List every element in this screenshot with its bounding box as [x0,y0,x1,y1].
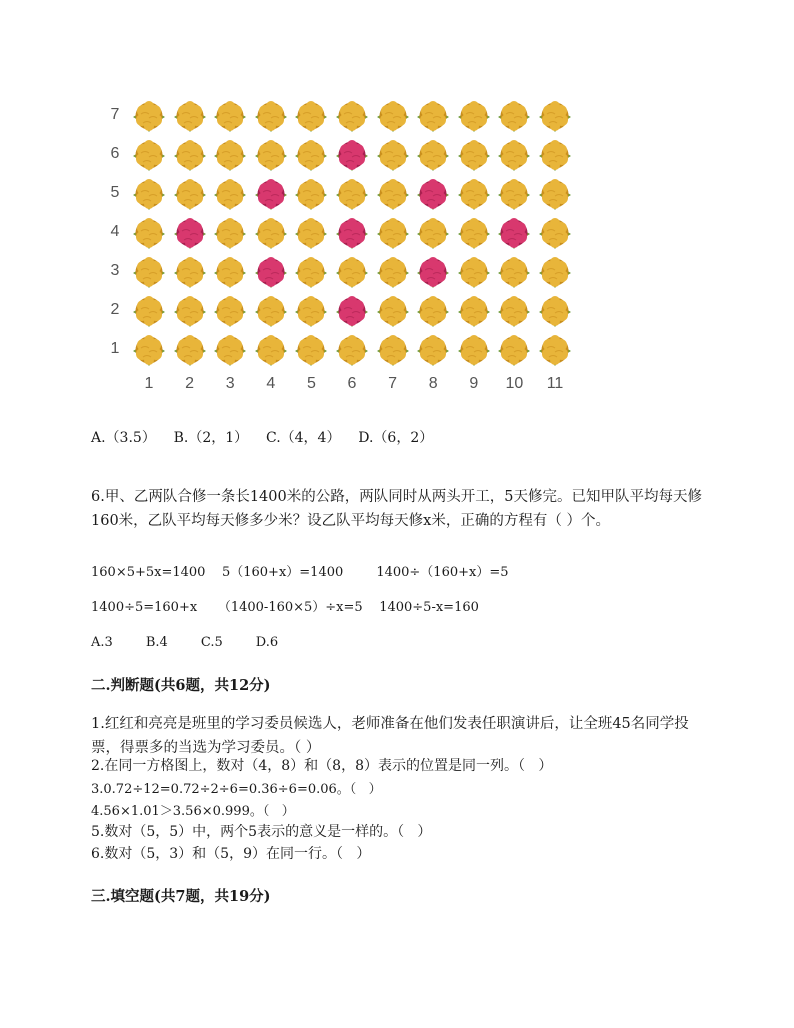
yellow-flower-icon [212,138,248,172]
q6-equations-2: 1400÷5=160+x （1400-160×5）÷x=5 1400÷5-x=160 [91,600,479,615]
yellow-flower-icon [496,177,532,211]
pink-flower-icon [334,216,370,250]
yellow-flower-icon [212,99,248,133]
yellow-flower-icon [334,177,370,211]
yellow-flower-icon [212,177,248,211]
yellow-flower-icon [293,216,329,250]
yellow-flower-icon [456,294,492,328]
yellow-flower-icon [334,333,370,367]
yellow-flower-icon [212,255,248,289]
yellow-flower-icon [334,99,370,133]
yellow-flower-icon [456,255,492,289]
yellow-flower-icon [415,138,451,172]
yellow-flower-icon [172,177,208,211]
column-label-4: 4 [266,375,276,392]
yellow-flower-icon [456,216,492,250]
yellow-flower-icon [131,255,167,289]
yellow-flower-icon [375,294,411,328]
q6-equations-1: 160×5+5x=1400 5（160+x）=1400 1400÷（160+x）=5 [91,565,509,580]
yellow-flower-icon [537,177,573,211]
yellow-flower-icon [172,294,208,328]
pink-flower-icon [172,216,208,250]
column-label-2: 2 [185,375,195,392]
flower-grid-figure [100,92,590,402]
column-label-3: 3 [225,375,235,392]
row-label-1: 1 [110,340,120,357]
yellow-flower-icon [293,255,329,289]
yellow-flower-icon [415,333,451,367]
judge-item-2: 2.在同一方格图上，数对（4，8）和（8，8）表示的位置是同一列。（ ） [91,758,553,774]
yellow-flower-icon [456,177,492,211]
yellow-flower-icon [375,177,411,211]
yellow-flower-icon [293,138,329,172]
row-label-3: 3 [110,262,120,279]
yellow-flower-icon [496,99,532,133]
yellow-flower-icon [375,216,411,250]
judge-item-5: 5.数对（5，5）中，两个5表示的意义是一样的。（ ） [91,824,432,840]
column-label-10: 10 [505,375,524,392]
yellow-flower-icon [293,333,329,367]
column-label-7: 7 [388,375,398,392]
yellow-flower-icon [537,138,573,172]
pink-flower-icon [334,138,370,172]
row-label-7: 7 [110,106,120,123]
yellow-flower-icon [537,99,573,133]
yellow-flower-icon [253,294,289,328]
yellow-flower-icon [415,216,451,250]
yellow-flower-icon [131,99,167,133]
section2-title: 二.判断题(共6题，共12分) [91,677,271,694]
yellow-flower-icon [334,255,370,289]
row-label-2: 2 [110,301,120,318]
column-label-6: 6 [347,375,357,392]
yellow-flower-icon [131,294,167,328]
pink-flower-icon [496,216,532,250]
yellow-flower-icon [293,177,329,211]
yellow-flower-icon [415,99,451,133]
judge-item-1: 1.红红和亮亮是班里的学习委员候选人，老师准备在他们发表任职演讲后，让全班45名同学投票，得票多的当选为学习委员。（ ） [91,716,689,756]
column-label-11: 11 [546,375,564,392]
judge-item-4: 4.56×1.01＞3.56×0.999。（ ） [91,804,295,819]
yellow-flower-icon [131,138,167,172]
yellow-flower-icon [375,99,411,133]
pink-flower-icon [415,177,451,211]
yellow-flower-icon [375,138,411,172]
yellow-flower-icon [212,294,248,328]
yellow-flower-icon [375,255,411,289]
pink-flower-icon [253,177,289,211]
yellow-flower-icon [212,333,248,367]
yellow-flower-icon [172,333,208,367]
yellow-flower-icon [537,255,573,289]
column-label-1: 1 [144,375,154,392]
yellow-flower-icon [456,99,492,133]
yellow-flower-icon [496,333,532,367]
yellow-flower-icon [375,333,411,367]
yellow-flower-icon [496,138,532,172]
row-label-5: 5 [110,184,120,201]
yellow-flower-icon [253,216,289,250]
yellow-flower-icon [496,255,532,289]
pink-flower-icon [334,294,370,328]
q6-text: 6.甲、乙两队合修一条长1400米的公路，两队同时从两头开工，5天修完。已知甲队平均每天修160米，乙队平均每天修多少米？设乙队平均每天修x米，正确的方程有（ ）个。 [91,489,702,529]
judge-item-3: 3.0.72÷12=0.72÷2÷6=0.36÷6=0.06。（ ） [91,782,382,797]
yellow-flower-icon [415,294,451,328]
q6-options: A.3 B.4 C.5 D.6 [91,635,279,650]
pink-flower-icon [253,255,289,289]
q5-options: A.（3.5） B.（2，1） C.（4，4） D.（6，2） [91,430,434,446]
judge-item-6: 6.数对（5，3）和（5，9）在同一行。（ ） [91,846,371,862]
yellow-flower-icon [131,216,167,250]
yellow-flower-icon [172,138,208,172]
column-label-5: 5 [306,375,316,392]
pink-flower-icon [415,255,451,289]
column-label-8: 8 [428,375,438,392]
yellow-flower-icon [131,177,167,211]
yellow-flower-icon [537,333,573,367]
yellow-flower-icon [496,294,532,328]
yellow-flower-icon [253,333,289,367]
yellow-flower-icon [293,294,329,328]
yellow-flower-icon [131,333,167,367]
yellow-flower-icon [537,216,573,250]
yellow-flower-icon [253,138,289,172]
yellow-flower-icon [537,294,573,328]
section3-title: 三.填空题(共7题，共19分) [91,888,271,905]
yellow-flower-icon [456,138,492,172]
yellow-flower-icon [172,99,208,133]
yellow-flower-icon [212,216,248,250]
row-label-4: 4 [110,223,120,240]
yellow-flower-icon [253,99,289,133]
yellow-flower-icon [293,99,329,133]
yellow-flower-icon [172,255,208,289]
yellow-flower-icon [456,333,492,367]
column-label-9: 9 [469,375,479,392]
row-label-6: 6 [110,145,120,162]
